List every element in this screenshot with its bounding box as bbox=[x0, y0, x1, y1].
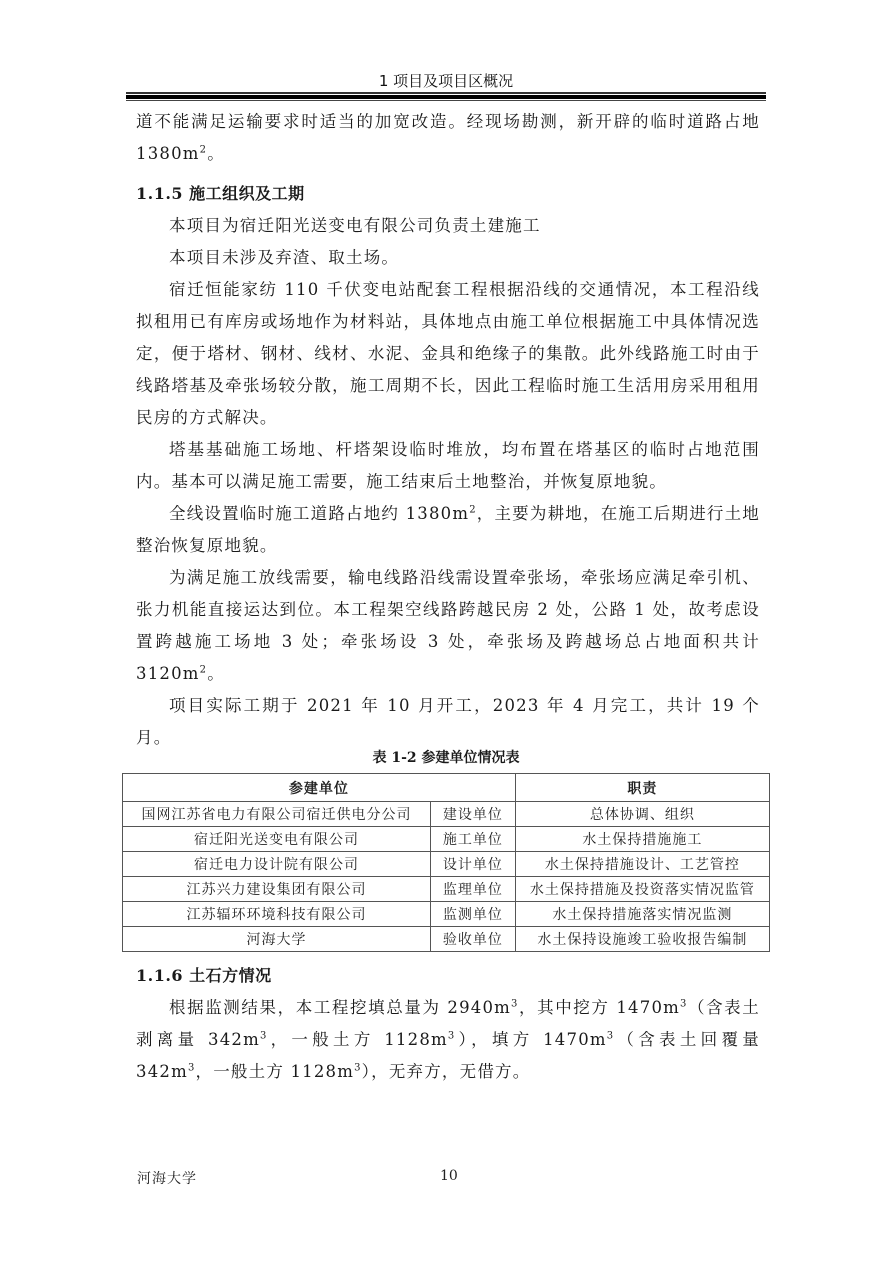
section-heading-1-1-5: 1.1.5 施工组织及工期 bbox=[136, 184, 305, 203]
text: （含表土剥离量 342m bbox=[136, 998, 760, 1049]
table-row bbox=[123, 852, 770, 877]
table-row bbox=[123, 827, 770, 852]
cell-duty: 水土保持措施及投资落实情况监管 bbox=[515, 877, 769, 902]
body-top bbox=[136, 106, 760, 754]
intro-value: 1380m bbox=[136, 144, 200, 163]
text: ，其中挖方 1470m bbox=[518, 998, 680, 1017]
cell-duty: 水土保持措施设计、工艺管控 bbox=[515, 852, 769, 877]
header-rule bbox=[126, 92, 766, 94]
cell-unit: 国网江苏省电力有限公司宿迁供电分公司 bbox=[123, 802, 431, 827]
cell-role: 施工单位 bbox=[431, 827, 516, 852]
cell-duty: 水土保持设施竣工验收报告编制 bbox=[515, 927, 769, 952]
cell-role: 建设单位 bbox=[431, 802, 516, 827]
text: ），无弃方，无借方。 bbox=[361, 1062, 531, 1081]
header-rule-thick bbox=[126, 95, 766, 99]
cell-unit: 宿迁电力设计院有限公司 bbox=[123, 852, 431, 877]
running-header: 1 项目及项目区概况 bbox=[378, 72, 514, 90]
paragraph-tension-field bbox=[136, 562, 760, 690]
text: 为满足施工放线需要，输电线路沿线需设置牵张场，牵张场应满足牵引机、张力机能直接运达到位。本工程架空线路跨越民房 2 处，公路 1 处，故考虑设置跨越施工场地 3 处；牵张场设 3 处，牵张场及跨越场总占地面积共计 3120m bbox=[136, 568, 760, 683]
text: （含表土回覆量 342m bbox=[136, 1030, 760, 1081]
table-row bbox=[123, 877, 770, 902]
participating-units-table bbox=[122, 773, 770, 952]
paragraph-earthwork bbox=[136, 992, 760, 1088]
text: ，一般土方 1128m bbox=[267, 1030, 448, 1049]
paragraph-temp-road bbox=[136, 498, 760, 562]
paragraph-construction-unit: 本项目为宿迁阳光送变电有限公司负责土建施工 bbox=[169, 216, 541, 235]
table-row bbox=[123, 902, 770, 927]
superscript: 3 bbox=[680, 998, 688, 1010]
cell-unit: 江苏兴力建设集团有限公司 bbox=[123, 877, 431, 902]
page-number: 10 bbox=[440, 1168, 458, 1184]
cell-duty: 总体协调、组织 bbox=[515, 802, 769, 827]
cell-unit: 河海大学 bbox=[123, 927, 431, 952]
text: 。 bbox=[207, 664, 225, 683]
intro-paragraph bbox=[136, 106, 760, 170]
cell-duty: 水土保持措施施工 bbox=[515, 827, 769, 852]
header-rule-bottom bbox=[126, 100, 766, 101]
cell-role: 监测单位 bbox=[431, 902, 516, 927]
cell-role: 验收单位 bbox=[431, 927, 516, 952]
text: 根据监测结果，本工程挖填总量为 2940m bbox=[169, 998, 512, 1017]
superscript: 2 bbox=[469, 504, 477, 516]
superscript: 3 bbox=[354, 1062, 362, 1074]
table-row bbox=[123, 927, 770, 952]
text: ，主要为耕地，在施工后期进行土地整治恢复原地貌。 bbox=[136, 504, 761, 555]
footer-organization: 河海大学 bbox=[137, 1171, 197, 1187]
paragraph-no-spoil: 本项目未涉及弃渣、取土场。 bbox=[169, 248, 400, 267]
cell-role: 监理单位 bbox=[431, 877, 516, 902]
intro-text: 道不能满足运输要求时适当的加宽改造。经现场勘测，新开辟的临时道路占地 bbox=[136, 112, 760, 131]
superscript: 2 bbox=[199, 664, 208, 676]
superscript: 3 bbox=[187, 1062, 196, 1074]
column-header-unit: 参建单位 bbox=[123, 774, 516, 802]
table-row bbox=[123, 802, 770, 827]
superscript: 3 bbox=[447, 1030, 456, 1042]
paragraph-tower-site: 塔基基础施工场地、杆塔架设临时堆放，均布置在塔基区的临时占地范围内。基本可以满足施工需要，施工结束后土地整治，并恢复原地貌。 bbox=[136, 440, 760, 491]
paragraph-schedule: 项目实际工期于 2021 年 10 月开工，2023 年 4 月完工，共计 19 个月。 bbox=[136, 696, 760, 747]
superscript: 3 bbox=[511, 998, 519, 1010]
text: ，一般土方 1128m bbox=[195, 1062, 355, 1081]
cell-duty: 水土保持措施落实情况监测 bbox=[515, 902, 769, 927]
table-header-row bbox=[123, 774, 770, 802]
superscript: 3 bbox=[259, 1030, 268, 1042]
superscript: 3 bbox=[606, 1030, 615, 1042]
intro-tail: 。 bbox=[207, 144, 225, 163]
text: 全线设置临时施工道路占地约 1380m bbox=[169, 504, 470, 523]
column-header-duty: 职责 bbox=[515, 774, 769, 802]
section-heading-1-1-6: 1.1.6 土石方情况 bbox=[136, 966, 272, 985]
table-caption: 表 1-2 参建单位情况表 bbox=[372, 750, 520, 766]
body-earthwork bbox=[136, 960, 760, 1088]
paragraph-material-station: 宿迁恒能家纺 110 千伏变电站配套工程根据沿线的交通情况，本工程沿线拟租用已有库房或场地作为材料站，具体地点由施工单位根据施工中具体情况选定，便于塔材、钢材、线材、水泥、金具和绝缘子的集散。此外线路施工时由于线路塔基及牵张场较分散，施工周期不长，因此工程临时施工生活用房采用租用民房的方式解决。 bbox=[136, 280, 760, 427]
text: ），填方 1470m bbox=[455, 1030, 607, 1049]
cell-role: 设计单位 bbox=[431, 852, 516, 877]
superscript: 2 bbox=[199, 144, 208, 156]
cell-unit: 宿迁阳光送变电有限公司 bbox=[123, 827, 431, 852]
cell-unit: 江苏辐环环境科技有限公司 bbox=[123, 902, 431, 927]
